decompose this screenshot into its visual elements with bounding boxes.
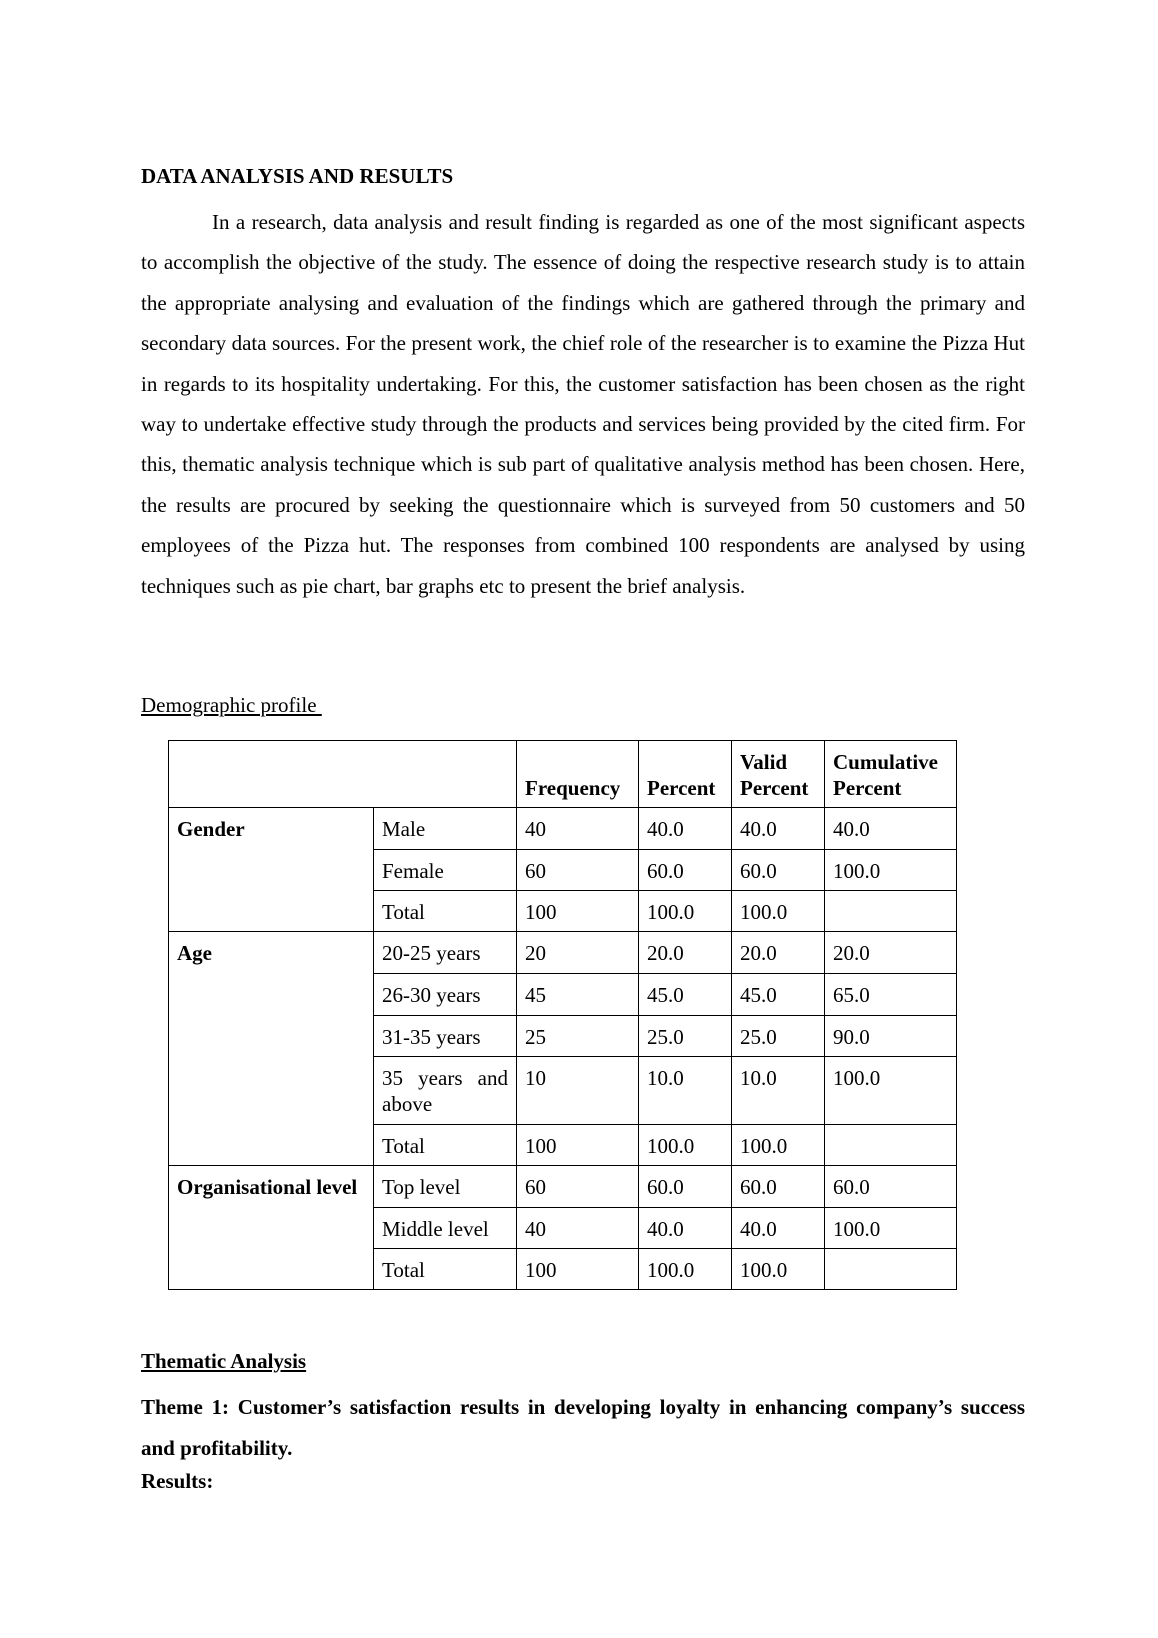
section-heading: DATA ANALYSIS AND RESULTS bbox=[141, 164, 454, 188]
theme-1-heading: Theme 1: Customer’s satisfaction results in developing loyalty in enhancing company’s success and profitability. bbox=[141, 1395, 1025, 1460]
header-cumulative-percent-line2: Percent bbox=[833, 776, 902, 800]
cumulative-percent-cell: 100.0 bbox=[825, 1057, 957, 1125]
category-cell: 20-25 years bbox=[374, 932, 517, 974]
group-label-organisational-level: Organisational level bbox=[169, 1166, 374, 1290]
thematic-analysis-title: Thematic Analysis bbox=[141, 1349, 307, 1373]
percent-cell: 60.0 bbox=[639, 1166, 732, 1208]
valid-percent-cell: 20.0 bbox=[732, 932, 825, 974]
header-empty-cell bbox=[169, 741, 517, 808]
table-row bbox=[169, 1166, 957, 1208]
category-cell: Total bbox=[374, 891, 517, 932]
category-cell: Total bbox=[374, 1249, 517, 1290]
group-label-gender: Gender bbox=[169, 808, 374, 932]
cumulative-percent-cell bbox=[825, 1249, 957, 1290]
category-cell: 35 years and above bbox=[374, 1057, 517, 1125]
category-cell: Female bbox=[374, 850, 517, 891]
cumulative-percent-cell: 20.0 bbox=[825, 932, 957, 974]
category-cell: 26-30 years bbox=[374, 974, 517, 1016]
header-cumulative-percent bbox=[825, 741, 957, 808]
cumulative-percent-cell: 100.0 bbox=[825, 850, 957, 891]
category-cell: 31-35 years bbox=[374, 1016, 517, 1057]
category-cell: Top level bbox=[374, 1166, 517, 1208]
percent-cell: 25.0 bbox=[639, 1016, 732, 1057]
frequency-cell: 60 bbox=[517, 1166, 639, 1208]
category-cell: Total bbox=[374, 1125, 517, 1166]
header-valid-percent-line2: Percent bbox=[740, 776, 809, 800]
header-valid-percent-line1: Valid bbox=[740, 750, 788, 774]
frequency-cell: 40 bbox=[517, 1208, 639, 1249]
header-frequency: Frequency bbox=[517, 741, 639, 808]
category-cell: Male bbox=[374, 808, 517, 850]
percent-cell: 40.0 bbox=[639, 1208, 732, 1249]
frequency-cell: 20 bbox=[517, 932, 639, 974]
cumulative-percent-cell: 40.0 bbox=[825, 808, 957, 850]
group-label-age: Age bbox=[169, 932, 374, 1166]
frequency-cell: 25 bbox=[517, 1016, 639, 1057]
valid-percent-cell: 40.0 bbox=[732, 808, 825, 850]
results-label: Results: bbox=[141, 1469, 214, 1493]
percent-cell: 60.0 bbox=[639, 850, 732, 891]
frequency-cell: 60 bbox=[517, 850, 639, 891]
header-valid-percent bbox=[732, 741, 825, 808]
category-cell: Middle level bbox=[374, 1208, 517, 1249]
frequency-cell: 40 bbox=[517, 808, 639, 850]
valid-percent-cell: 100.0 bbox=[732, 1125, 825, 1166]
percent-cell: 40.0 bbox=[639, 808, 732, 850]
percent-cell: 45.0 bbox=[639, 974, 732, 1016]
intro-paragraph: In a research, data analysis and result finding is regarded as one of the most significant aspects to accomplish the objective of the study. The essence of doing the respective research study is to attain the appropriate analysing and evaluation of the findings which are gathered through the primary and secondary data sources. For the present work, the chief role of the researcher is to examine the Pizza Hut in regards to its hospitality undertaking. For this, the customer satisfaction has been chosen as the right way to undertake effective study through the products and services being provided by the cited firm. For this, thematic analysis technique which is sub part of qualitative analysis method has been chosen. Here, the results are procured by seeking the questionnaire which is surveyed from 50 customers and 50 employees of the Pizza hut. The responses from combined 100 respondents are analysed by using techniques such as pie chart, bar graphs etc to present the brief analysis. bbox=[141, 210, 1025, 598]
frequency-cell: 100 bbox=[517, 1249, 639, 1290]
cumulative-percent-cell: 60.0 bbox=[825, 1166, 957, 1208]
cumulative-percent-cell: 100.0 bbox=[825, 1208, 957, 1249]
valid-percent-cell: 25.0 bbox=[732, 1016, 825, 1057]
table-row bbox=[169, 932, 957, 974]
header-cumulative-percent-line1: Cumulative bbox=[833, 750, 938, 774]
percent-cell: 10.0 bbox=[639, 1057, 732, 1125]
header-percent: Percent bbox=[639, 741, 732, 808]
valid-percent-cell: 10.0 bbox=[732, 1057, 825, 1125]
percent-cell: 20.0 bbox=[639, 932, 732, 974]
valid-percent-cell: 100.0 bbox=[732, 1249, 825, 1290]
percent-cell: 100.0 bbox=[639, 1249, 732, 1290]
cumulative-percent-cell: 90.0 bbox=[825, 1016, 957, 1057]
valid-percent-cell: 60.0 bbox=[732, 850, 825, 891]
demographic-profile-title: Demographic profile bbox=[141, 693, 322, 717]
frequency-cell: 100 bbox=[517, 1125, 639, 1166]
frequency-cell: 10 bbox=[517, 1057, 639, 1125]
valid-percent-cell: 40.0 bbox=[732, 1208, 825, 1249]
valid-percent-cell: 100.0 bbox=[732, 891, 825, 932]
cumulative-percent-cell bbox=[825, 891, 957, 932]
percent-cell: 100.0 bbox=[639, 1125, 732, 1166]
valid-percent-cell: 45.0 bbox=[732, 974, 825, 1016]
table-row bbox=[169, 808, 957, 850]
cumulative-percent-cell bbox=[825, 1125, 957, 1166]
table-header-row bbox=[169, 741, 957, 808]
cumulative-percent-cell: 65.0 bbox=[825, 974, 957, 1016]
frequency-cell: 45 bbox=[517, 974, 639, 1016]
valid-percent-cell: 60.0 bbox=[732, 1166, 825, 1208]
percent-cell: 100.0 bbox=[639, 891, 732, 932]
demographic-table bbox=[168, 740, 957, 1290]
frequency-cell: 100 bbox=[517, 891, 639, 932]
